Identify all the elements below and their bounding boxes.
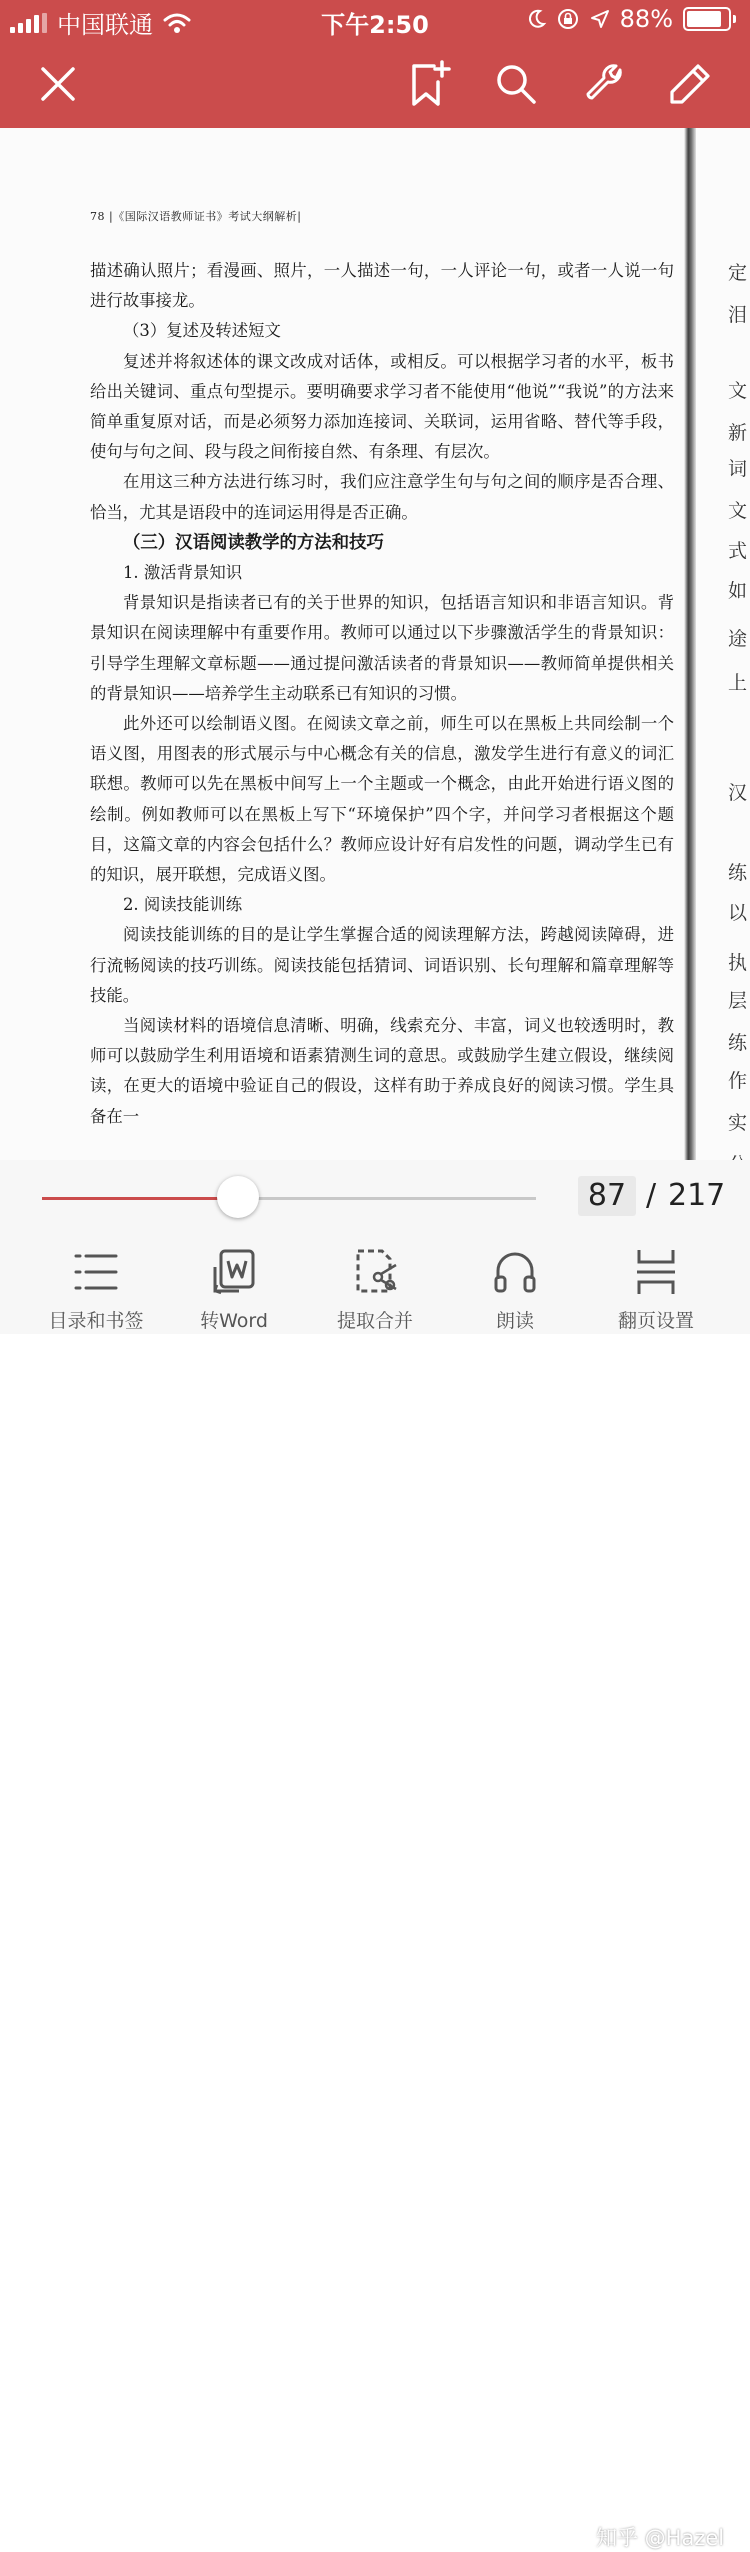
paragraph: 阅读技能训练的目的是让学生掌握合适的阅读理解方法，跨越阅读障碍，进行流畅阅读的技巧训练。阅读技能包括猜词、词语识别、长句理解和篇章理解等技能。 (90, 925, 674, 1005)
page-navigator (0, 1160, 750, 1234)
paragraph: 当阅读材料的语境信息清晰、明确，线索充分、丰富，词义也较透明时，教师可以鼓励学生利用语境和语素猜测生词的意思。或鼓励学生建立假设，继续阅读，在更大的语境中验证自己的假设，这样有助于养成良好的阅读习惯。学生具备在一 (90, 1016, 674, 1126)
close-button[interactable] (28, 54, 88, 114)
toc-bookmarks-label: 目录和书签 (48, 1310, 144, 1332)
status-indicators (528, 5, 736, 33)
next-page-char: 词 (728, 458, 748, 480)
next-page-char: 新 (728, 422, 748, 444)
next-page-char: 式 (728, 540, 748, 562)
page-edge (684, 128, 696, 1160)
convert-word-label: 转Word (200, 1310, 268, 1332)
rotation-lock-icon (556, 7, 580, 31)
paragraph: 此外还可以绘制语义图。在阅读文章之前，师生可以在黑板上共同绘制一个语义图，用图表的形式展示与中心概念有关的信息，激发学生进行有意义的词汇联想。教师可以先在黑板中间写上一个主题或一个概念，由此开始进行语义图的绘制。例如教师可以在黑板上写下“环境保护”四个字，并问学习者根据这个题目，这篇文章的内容会包括什么？教师应设计好有启发性的问题，调动学生已有的知识，展开联想，完成语义图。 (90, 714, 674, 885)
page-turn-settings-button[interactable] (586, 1246, 726, 1333)
close-icon (38, 64, 78, 104)
extract-merge-label: 提取合并 (336, 1310, 413, 1332)
page-slider-thumb[interactable] (217, 1176, 259, 1218)
page-slider-fill (42, 1197, 238, 1200)
next-page-char: 实 (728, 1112, 748, 1134)
status-time: 下午2:50 (321, 11, 429, 39)
search-button[interactable] (486, 54, 546, 114)
battery-percent: 88% (619, 5, 673, 33)
page-turn-settings-label: 翻页设置 (617, 1310, 694, 1332)
next-page-char: 层 (728, 990, 748, 1012)
extract-merge-icon (350, 1247, 400, 1297)
paragraph: 复述并将叙述体的课文改成对话体，或相反。可以根据学习者的水平，板书给出关键词、重点句型提示。要明确要求学习者不能使用“他说”“我说”的方法来简单重复原对话，而是必须努力添加连接词、关联词，运用省略、替代等手段，使句与句之间、段与段之间衔接自然、有条理、有层次。 (90, 351, 674, 462)
moon-icon (528, 9, 546, 29)
search-icon (494, 62, 538, 106)
next-page-char: 途 (728, 628, 748, 650)
pencil-icon (668, 62, 712, 106)
read-aloud-label: 朗读 (495, 1310, 534, 1332)
convert-word-button[interactable] (164, 1246, 304, 1333)
paragraph: 描述确认照片；看漫画、照片，一人描述一句，一人评论一句，或者一人说一句进行故事接龙。 (90, 261, 674, 311)
subsection-heading: （3）复述及转述短文 (123, 321, 281, 341)
next-page-char: 如 (728, 580, 748, 602)
battery-icon (683, 7, 731, 31)
section-heading: （三）汉语阅读教学的方法和技巧 (123, 532, 384, 553)
read-aloud-button[interactable] (445, 1246, 585, 1333)
tools-button[interactable] (574, 54, 634, 114)
reader-toolbar (0, 40, 750, 128)
subsection-heading: 2. 阅读技能训练 (123, 895, 243, 915)
next-page-char: 定 (728, 262, 748, 284)
convert-word-icon (209, 1247, 259, 1297)
list-icon (72, 1250, 120, 1294)
location-icon (590, 9, 610, 29)
wrench-icon (582, 62, 626, 106)
page-separator: / (646, 1178, 657, 1213)
next-page-char: 上 (728, 672, 748, 694)
carrier-name: 中国联通 (57, 11, 153, 39)
status-bar (0, 0, 750, 40)
subsection-heading: 1. 激活背景知识 (123, 563, 243, 583)
next-page-char: 练 (728, 862, 748, 884)
next-page-char: 文 (728, 380, 748, 402)
document-page[interactable] (0, 128, 750, 1160)
toc-bookmarks-button[interactable] (26, 1246, 166, 1333)
next-page-char: 汉 (728, 782, 748, 804)
paragraph: 背景知识是指读者已有的关于世界的知识，包括语言知识和非语言知识。背景知识在阅读理解中有重要作用。教师可以通过以下步骤激活学生的背景知识：引导学生理解文章标题——通过提问激活读者的背景知识——教师简单提供相关的背景知识——培养学生主动联系已有知识的习惯。 (90, 593, 674, 703)
headphones-icon (492, 1249, 538, 1295)
next-page-char: 以 (728, 902, 748, 924)
paragraph: 在用这三种方法进行练习时，我们应注意学生句与句之间的顺序是否合理、恰当，尤其是语段中的连词运用得是否正确。 (90, 472, 674, 522)
page-turn-icon (633, 1248, 679, 1296)
add-bookmark-button[interactable] (400, 54, 460, 114)
extract-merge-button[interactable] (305, 1246, 445, 1333)
battery-tip (733, 15, 736, 23)
app-header (0, 0, 750, 128)
total-pages: 217 (668, 1178, 726, 1213)
current-page-input[interactable]: 87 (578, 1176, 636, 1216)
bookmark-add-icon (408, 60, 452, 108)
next-page-char: 文 (728, 500, 748, 522)
annotate-button[interactable] (660, 54, 720, 114)
next-page-char: 练 (728, 1032, 748, 1054)
next-page-char: 作 (728, 1070, 748, 1092)
watermark: 知乎 @Hazel (596, 2526, 725, 2550)
running-head: 78 |《国际汉语教师证书》考试大纲解析| (90, 210, 302, 223)
bottom-toolbar (0, 1234, 750, 2550)
document-body (90, 256, 674, 1132)
next-page-char: 泪 (728, 304, 748, 326)
next-page-char: 执 (728, 952, 748, 974)
page-slider[interactable] (42, 1197, 536, 1200)
